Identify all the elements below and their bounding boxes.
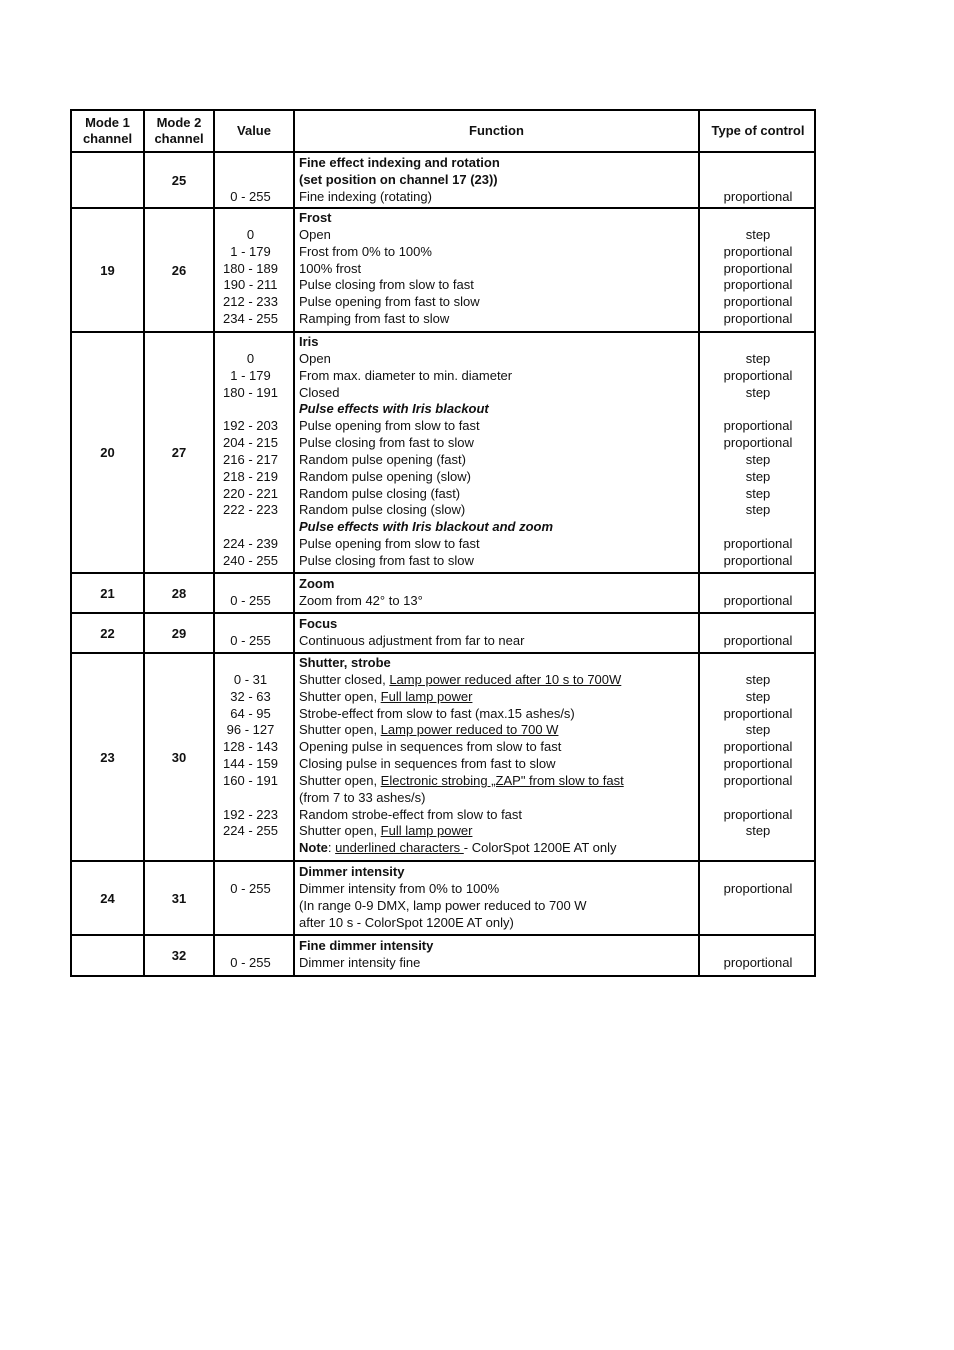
function-text-segment: Dimmer intensity fine — [299, 954, 421, 970]
function-text — [299, 672, 624, 689]
value-range: 180 - 189 — [223, 260, 278, 276]
value-range — [215, 898, 286, 915]
value-range — [215, 938, 286, 955]
mode1-channel: 21 — [100, 585, 115, 601]
control-type — [701, 576, 815, 593]
function-text-segment: From max. diameter to min. diameter — [299, 367, 513, 383]
function-column — [299, 210, 480, 328]
function-text-segment: Lamp power reduced after 10 s to 700W — [389, 671, 622, 687]
control-type: proportional — [723, 367, 793, 383]
function-text — [299, 655, 624, 672]
function-text — [299, 519, 553, 536]
control-type: step — [745, 688, 771, 704]
control-type: proportional — [723, 756, 793, 772]
function-text — [299, 401, 553, 418]
dmx-channel-table — [70, 109, 816, 977]
function-column — [299, 864, 587, 931]
function-text-segment: Pulse effects with Iris blackout and zoom — [299, 519, 554, 535]
function-text-segment: Continuous adjustment from far to near — [299, 632, 525, 648]
function-text — [299, 739, 624, 756]
control-type-column — [701, 210, 815, 328]
function-text-segment: Random pulse closing (slow) — [299, 502, 466, 518]
function-text-segment: Random strobe-effect from slow to fast — [299, 806, 523, 822]
control-type — [701, 210, 815, 227]
function-text-segment: Pulse effects with Iris blackout — [299, 401, 489, 417]
mode1-channel: 23 — [100, 749, 115, 765]
mode2-channel: 30 — [171, 749, 187, 765]
row-divider — [72, 151, 814, 153]
value-column — [215, 334, 286, 570]
value-range — [215, 576, 286, 593]
function-text — [299, 790, 624, 807]
control-type — [701, 401, 815, 418]
function-text-segment: Note — [299, 840, 328, 856]
function-text — [299, 864, 587, 881]
function-column — [299, 576, 423, 610]
control-type — [701, 616, 815, 633]
value-range — [215, 334, 286, 351]
control-type — [701, 655, 815, 672]
function-text — [299, 898, 587, 915]
value-column — [215, 616, 286, 650]
value-range: 234 - 255 — [223, 311, 278, 327]
function-text-segment: Open — [299, 226, 331, 242]
column-divider — [143, 111, 145, 975]
control-type — [701, 864, 815, 881]
mode1-channel: 20 — [100, 445, 115, 460]
function-text-segment: Pulse closing from slow to fast — [299, 277, 474, 293]
function-text — [299, 435, 553, 452]
function-text — [299, 351, 553, 368]
control-type — [701, 938, 815, 955]
function-text — [299, 633, 524, 650]
value-range: 192 - 223 — [223, 806, 278, 822]
control-type: proportional — [723, 536, 793, 552]
control-type: proportional — [723, 277, 793, 293]
function-text — [299, 334, 553, 351]
table-row — [72, 209, 814, 331]
function-text-segment: Frost from 0% to 100% — [299, 243, 432, 259]
function-text-segment: Full lamp power — [380, 823, 473, 839]
function-text — [299, 536, 553, 553]
value-range: 220 - 221 — [223, 485, 278, 501]
value-column — [215, 155, 286, 206]
function-text-segment: Pulse opening from slow to fast — [299, 536, 480, 552]
value-range: 1 - 179 — [230, 367, 271, 383]
control-type: proportional — [723, 243, 793, 259]
row-divider — [72, 652, 814, 654]
function-text-segment: Random pulse opening (fast) — [299, 451, 466, 467]
value-range — [215, 155, 286, 172]
value-range: 180 - 191 — [223, 384, 278, 400]
value-range: 64 - 95 — [230, 705, 271, 721]
header-mode1-line1: Mode 1 — [85, 115, 130, 130]
function-text-segment: Open — [299, 350, 331, 366]
control-type: proportional — [723, 435, 793, 451]
function-text-segment: Fine effect indexing and rotation — [299, 155, 500, 170]
function-text — [299, 616, 524, 633]
control-type: proportional — [723, 772, 793, 788]
function-text — [299, 840, 624, 857]
control-type: proportional — [723, 311, 793, 327]
function-text — [299, 553, 553, 570]
control-type: step — [745, 384, 771, 400]
function-text-segment: Frost — [299, 210, 332, 225]
function-text-segment: Pulse opening from slow to fast — [299, 418, 480, 434]
function-text — [299, 593, 423, 610]
function-text — [299, 210, 480, 227]
function-text-segment: Closed — [299, 384, 340, 400]
control-type: proportional — [723, 632, 793, 648]
control-type-column — [701, 576, 815, 610]
value-range: 212 - 233 — [223, 294, 278, 310]
function-text — [299, 706, 624, 723]
control-type: step — [745, 823, 771, 839]
function-text-segment: Opening pulse in sequences from slow to fast — [299, 739, 562, 755]
value-range — [215, 519, 286, 536]
function-text — [299, 385, 553, 402]
function-text — [299, 486, 553, 503]
control-type — [701, 915, 815, 932]
function-text-segment: Ramping from fast to slow — [299, 311, 450, 327]
value-range: 222 - 223 — [223, 502, 278, 518]
function-text — [299, 955, 433, 972]
function-text-segment: : — [327, 840, 336, 856]
function-text-segment: Random pulse closing (fast) — [299, 485, 461, 501]
function-text-segment: underlined characters — [335, 840, 464, 856]
value-range: 0 — [246, 226, 255, 242]
mode1-channel: 22 — [100, 625, 115, 641]
control-type: step — [745, 485, 771, 501]
value-range: 0 - 255 — [230, 880, 271, 896]
function-text-segment: 100% frost — [299, 260, 362, 276]
control-type: proportional — [723, 880, 793, 896]
function-text-segment: Closing pulse in sequences from fast to slow — [299, 756, 556, 772]
value-range — [215, 401, 286, 418]
function-column — [299, 155, 500, 206]
function-text — [299, 576, 423, 593]
function-text-segment: Full lamp power — [380, 688, 473, 704]
table-row — [72, 614, 814, 652]
value-column — [215, 210, 286, 328]
function-text-segment: (In range 0-9 DMX, lamp power reduced to 700 W — [299, 897, 587, 913]
control-type — [701, 155, 815, 172]
value-range: 144 - 159 — [223, 756, 278, 772]
control-type: step — [745, 502, 771, 518]
function-text — [299, 823, 624, 840]
function-text-segment: Pulse closing from fast to slow — [299, 435, 474, 451]
mode2-channel: 32 — [171, 948, 187, 963]
control-type — [701, 172, 815, 189]
value-range: 190 - 211 — [223, 277, 278, 293]
value-range — [215, 210, 286, 227]
control-type: proportional — [723, 418, 793, 434]
mode2-channel: 31 — [171, 890, 187, 906]
function-text — [299, 261, 480, 278]
function-text — [299, 502, 553, 519]
header-function: Function — [469, 123, 524, 138]
function-text-segment: Fine indexing (rotating) — [299, 188, 432, 204]
control-type: proportional — [723, 806, 793, 822]
function-text-segment: Shutter open, — [299, 688, 381, 704]
control-type: step — [745, 671, 771, 687]
table-row — [72, 936, 814, 975]
function-text — [299, 915, 587, 932]
value-range — [215, 655, 286, 672]
control-type-column — [701, 938, 815, 972]
mode2-channel: 26 — [171, 262, 187, 278]
value-range — [215, 616, 286, 633]
table-row — [72, 654, 814, 860]
function-text-segment: Dimmer intensity — [299, 864, 405, 879]
value-range — [215, 790, 286, 807]
value-column — [215, 864, 286, 931]
function-text-segment: Iris — [299, 334, 319, 349]
value-range: 216 - 217 — [223, 451, 278, 467]
mode1-channel — [72, 936, 143, 975]
control-type: step — [745, 226, 771, 242]
table-row — [72, 862, 814, 934]
row-divider — [72, 207, 814, 209]
value-range: 224 - 239 — [223, 536, 278, 552]
value-range — [215, 864, 286, 881]
function-text-segment: Shutter open, — [299, 772, 381, 788]
row-divider — [72, 331, 814, 333]
function-text-segment: Strobe-effect from slow to fast (max.15 ashes/s) — [299, 705, 575, 721]
function-text-segment: Fine dimmer intensity — [299, 938, 434, 953]
control-type — [701, 898, 815, 915]
function-text-segment: (set position on channel 17 (23)) — [299, 171, 498, 187]
control-type: step — [745, 722, 771, 738]
function-text-segment: Shutter open, — [299, 722, 381, 738]
function-text — [299, 294, 480, 311]
mode1-channel: 19 — [100, 262, 115, 278]
function-text — [299, 418, 553, 435]
function-text — [299, 452, 553, 469]
function-text — [299, 368, 553, 385]
value-range: 0 - 255 — [230, 592, 271, 608]
column-divider — [293, 111, 295, 975]
function-text — [299, 722, 624, 739]
header-mode2-line1: Mode 2 — [156, 115, 202, 130]
function-text — [299, 311, 480, 328]
value-range: 0 - 255 — [230, 188, 271, 204]
function-text-segment: Random pulse opening (slow) — [299, 468, 471, 484]
value-range: 32 - 63 — [230, 688, 271, 704]
function-text-segment: Zoom from 42° to 13° — [299, 592, 423, 608]
value-range: 96 - 127 — [226, 722, 275, 738]
function-text — [299, 244, 480, 261]
control-type: proportional — [723, 739, 793, 755]
function-column — [299, 655, 624, 857]
function-text-segment: after 10 s - ColorSpot 1200E AT only) — [299, 914, 514, 930]
header-mode1 — [72, 111, 143, 151]
value-range: 192 - 203 — [223, 418, 278, 434]
value-range: 204 - 215 — [223, 435, 278, 451]
function-text-segment: Dimmer intensity from 0% to 100% — [299, 880, 500, 896]
control-type: step — [745, 468, 771, 484]
function-text — [299, 172, 500, 189]
mode2-channel: 29 — [171, 625, 187, 641]
mode2-channel: 25 — [171, 172, 187, 188]
function-text — [299, 689, 624, 706]
row-divider — [72, 860, 814, 862]
column-divider — [213, 111, 215, 975]
value-range: 1 - 179 — [230, 243, 271, 259]
row-divider — [72, 572, 814, 574]
control-type: step — [745, 451, 771, 467]
function-text-segment: Zoom — [299, 576, 335, 591]
function-text — [299, 227, 480, 244]
value-range: 0 — [246, 350, 255, 366]
mode2-channel: 28 — [171, 585, 187, 601]
value-range: 224 - 255 — [223, 823, 278, 839]
function-text — [299, 773, 624, 790]
function-text-segment: Shutter, strobe — [299, 655, 391, 670]
control-type-column — [701, 864, 815, 931]
value-column — [215, 655, 286, 857]
control-type-column — [701, 655, 815, 857]
function-text — [299, 807, 624, 824]
value-column — [215, 576, 286, 610]
value-range: 240 - 255 — [223, 552, 278, 568]
value-range: 0 - 31 — [233, 671, 268, 687]
mode1-channel: 24 — [100, 890, 115, 906]
control-type: step — [745, 350, 771, 366]
row-divider — [72, 934, 814, 936]
value-range — [215, 840, 286, 857]
value-column — [215, 938, 286, 972]
header-type: Type of control — [711, 123, 805, 138]
function-text — [299, 469, 553, 486]
function-text-segment: Electronic strobing „ZAP" from slow to fast — [380, 772, 624, 788]
value-range: 160 - 191 — [223, 772, 278, 788]
function-column — [299, 616, 524, 650]
column-divider — [698, 111, 700, 975]
control-type: proportional — [723, 954, 793, 970]
control-type — [701, 790, 815, 807]
control-type: proportional — [723, 294, 793, 310]
function-text — [299, 277, 480, 294]
row-divider — [72, 612, 814, 614]
header-mode2 — [145, 111, 213, 151]
control-type — [701, 334, 815, 351]
function-text — [299, 756, 624, 773]
value-range: 128 - 143 — [223, 739, 278, 755]
header-mode1-line2: channel — [82, 131, 133, 146]
control-type-column — [701, 155, 815, 206]
function-text-segment: Lamp power reduced to 700 W — [380, 722, 559, 738]
function-text — [299, 881, 587, 898]
value-range: 0 - 255 — [230, 954, 271, 970]
header-value: Value — [237, 123, 271, 138]
function-text-segment: (from 7 to 33 ashes/s) — [299, 789, 426, 805]
function-text-segment: Shutter closed, — [299, 671, 390, 687]
function-text-segment: Pulse opening from fast to slow — [299, 294, 480, 310]
control-type — [701, 519, 815, 536]
function-text — [299, 155, 500, 172]
value-range — [215, 915, 286, 932]
control-type: proportional — [723, 705, 793, 721]
function-text — [299, 938, 433, 955]
control-type: proportional — [723, 260, 793, 276]
function-column — [299, 938, 433, 972]
value-range: 218 - 219 — [223, 468, 278, 484]
function-text-segment: Shutter open, — [299, 823, 381, 839]
control-type: proportional — [723, 188, 793, 204]
function-text — [299, 189, 500, 206]
control-type: proportional — [723, 552, 793, 568]
control-type-column — [701, 616, 815, 650]
control-type — [701, 840, 815, 857]
value-range — [215, 172, 286, 189]
function-text-segment: Focus — [299, 616, 338, 631]
control-type: proportional — [723, 592, 793, 608]
value-range: 0 - 255 — [230, 632, 271, 648]
mode1-channel — [72, 153, 143, 207]
table-row — [72, 333, 814, 572]
table-row — [72, 574, 814, 612]
function-text-segment: - ColorSpot 1200E AT only — [463, 840, 617, 856]
table-row — [72, 153, 814, 207]
function-column — [299, 334, 553, 570]
header-mode2-line2: channel — [154, 131, 204, 146]
function-text-segment: Pulse closing from fast to slow — [299, 552, 474, 568]
mode2-channel: 27 — [171, 445, 187, 460]
control-type-column — [701, 334, 815, 570]
